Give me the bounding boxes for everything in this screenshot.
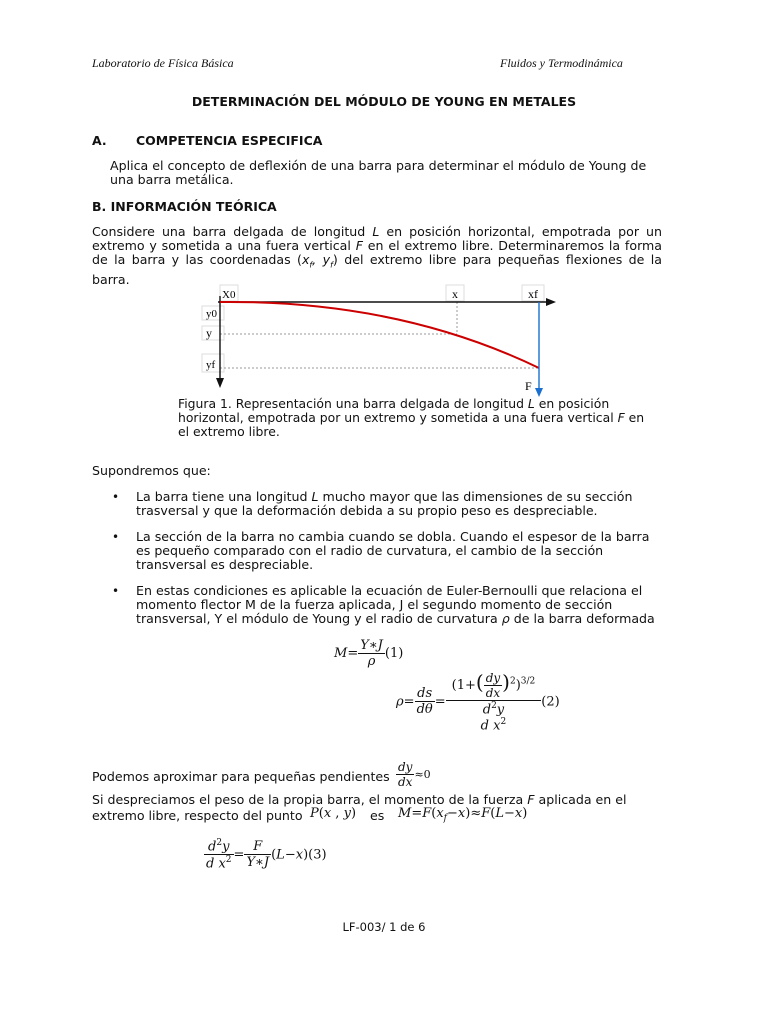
label-yf: yf: [206, 359, 216, 371]
x-axis-arrow: [546, 298, 556, 306]
section-b-intro: Considere una barra delgada de longitud L en posición horizontal, empotrada por un extremo y sometida a una fuera vertical F en el extremo libre. Determinaremos la forma de la barra y las coordenadas ($x_f$, $y_f$) del extremo libre para pequeñas flexiones de la barra.: [92, 224, 663, 287]
point-formula: P(x , y): [310, 806, 357, 821]
bullet-3-dot: •: [112, 584, 120, 598]
equation-1: M= $\frac{Y∗J}{\rho}$ (1): [334, 638, 404, 669]
page-footer: LF-003/ 1 de 6: [342, 920, 426, 934]
section-b-heading: B. INFORMACIÓN TEÓRICA: [92, 199, 277, 214]
section-a-heading: COMPETENCIA ESPECIFICA: [136, 133, 323, 148]
header-left: Laboratorio de Física Básica: [92, 56, 234, 70]
header-right: Fluidos y Termodinámica: [500, 56, 623, 70]
equation-3: $\frac{d^2y}{d x^2}$ = $\frac{F}{Y∗J}$ (L−x)(3): [206, 838, 327, 872]
label-y0: y0: [206, 308, 217, 320]
equation-2: ρ= $\frac{ds}{d\theta}$ = (1+( $\frac{dy}{dx}$ )$^2$)$^{3/2}$ $d^2y$ d $x^2$ (2): [396, 670, 560, 734]
beam-curve: [220, 302, 539, 368]
beam-figure: [198, 282, 568, 398]
moment-line-1: Si despreciamos el peso de la propia barra, el momento de la fuerza F aplicada en el: [92, 792, 627, 807]
label-y: y: [206, 326, 212, 340]
document-title: DETERMINACIÓN DEL MÓDULO DE YOUNG EN METALES: [191, 94, 577, 109]
label-F: F: [525, 379, 532, 393]
label-x0: X0: [222, 289, 236, 301]
approx-formula: $\frac{dy}{dx}$ ≈0: [398, 760, 431, 789]
moment-es: es: [370, 808, 385, 823]
assumption-item-2: La sección de la barra no cambia cuando se dobla. Cuando el espesor de la barra es pequeño comparado con el radio de curvatura, el cambio de la sección transversal es despreciable.: [136, 529, 650, 572]
assumption-item-3: En estas condiciones es aplicable la ecuación de Euler-Bernoulli que relaciona el momento flector M de la fuerza aplicada, J el segundo momento de sección transversal, Y el módulo de Young y el radio de curvatura ρ de la barra deformada: [136, 583, 655, 626]
moment-line-2: extremo libre, respecto del punto: [92, 808, 303, 823]
section-a-letter: A.: [92, 133, 107, 148]
assumptions-lead: Supondremos que:: [92, 463, 211, 478]
figure-caption: Figura 1. Representación una barra delgada de longitud L en posición horizontal, empotrada por un extremo y sometida a una fuera vertical F en el extremo libre.: [178, 396, 645, 439]
assumption-item-1: La barra tiene una longitud L mucho mayor que las dimensiones de su sección trasversal y que la deformación debida a su propio peso es despreciable.: [136, 489, 633, 518]
bullet-1-dot: •: [112, 490, 120, 504]
label-xf: xf: [528, 287, 538, 301]
approx-text: Podemos aproximar para pequeñas pendientes: [92, 769, 390, 784]
y-axis-arrow: [216, 378, 224, 388]
bullet-2-dot: •: [112, 530, 120, 544]
label-x: x: [452, 287, 458, 301]
moment-formula: $M=F(x_f-x)\approx F(L-x)$: [398, 806, 528, 824]
section-a-body: Aplica el concepto de deflexión de una barra para determinar el módulo de Young de una barra metálica.: [110, 158, 647, 187]
